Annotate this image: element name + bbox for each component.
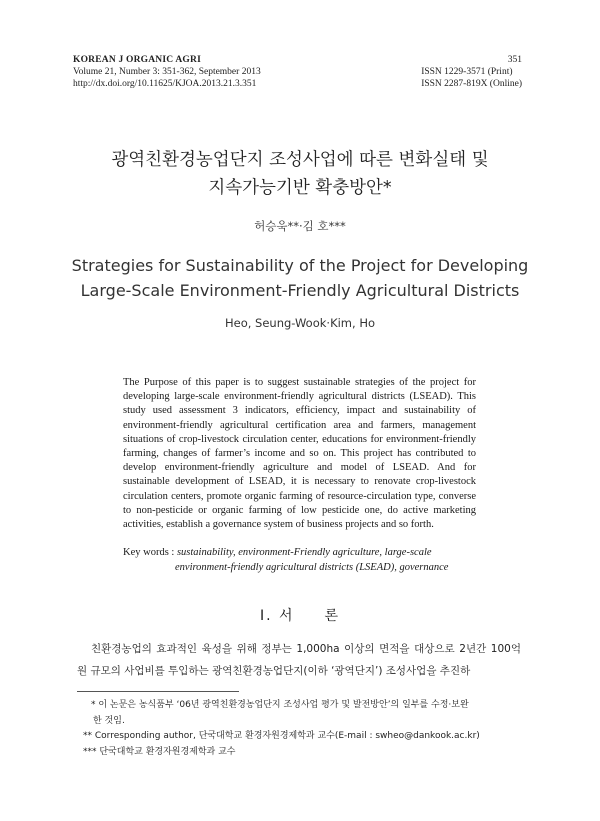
korean-title-line1: 광역친환경농업단지 조성사업에 따른 변화실태 및 xyxy=(111,150,489,170)
page-number: 351 xyxy=(507,55,522,65)
issn-print: ISSN 1229-3571 (Print) xyxy=(421,67,513,77)
korean-title xyxy=(0,146,600,202)
footnote-1-cont: 한 것임. xyxy=(93,715,125,726)
journal-name: KOREAN J ORGANIC AGRI xyxy=(73,55,201,65)
english-title-line1: Strategies for Sustainability of the Project for Developing xyxy=(71,256,529,275)
keywords xyxy=(123,545,493,575)
volume-line: Volume 21, Number 3: 351-362, September 2013 xyxy=(73,67,261,77)
footnote-divider xyxy=(77,691,239,692)
keywords-label: Key words : xyxy=(123,547,175,558)
journal-header xyxy=(73,54,261,90)
doi-link[interactable]: http://dx.doi.org/10.11625/KJOA.2013.21.3.351 xyxy=(73,79,257,89)
footnotes xyxy=(83,698,523,760)
footnote-2: ** Corresponding author, 단국대학교 환경자원경제학과 교수(E-mail : swheo@dankook.ac.kr) xyxy=(83,731,480,741)
korean-title-line2: 지속가능기반 확충방안* xyxy=(208,178,392,198)
korean-authors: 허승욱**·김 호*** xyxy=(254,219,346,233)
english-title-line2: Large-Scale Environment-Friendly Agricultural Districts xyxy=(80,281,520,300)
section-number: Ⅰ. xyxy=(259,608,273,624)
body-paragraph: 친환경농업의 효과적인 육성을 위해 정부는 1,000ha 이상의 면적을 대상으로 2년간 100억 원 규모의 사업비를 투입하는 광역친환경농업단지(이하 ‘광역단지’) 조성사업을 추진하 xyxy=(77,643,521,677)
english-authors: Heo, Seung-Wook·Kim, Ho xyxy=(224,316,376,330)
body-text xyxy=(77,638,521,682)
keywords-line2: environment-friendly agricultural districts (LSEAD), governance xyxy=(175,562,449,573)
english-title xyxy=(0,253,600,303)
issn-online: ISSN 2287-819X (Online) xyxy=(421,79,522,89)
section-heading xyxy=(0,605,600,625)
issn-block xyxy=(421,54,522,90)
abstract: The Purpose of this paper is to suggest sustainable strategies of the project for developing large-scale environment-friendly agricultural districts (LSEAD). This study used assessment 3 indicators, efficiency, impact and sustainability of environment-friendly agricultural certification area and farmers, management situations of crop-livestock circulation center, educations for environment-friendly farming, changes of farmer’s income and so on. This project has contributed to develop environment-friendly agriculture and model of LSEAD. And for sustainable development of LSEAD, it is necessary to renovate crop-livestock circulation centers, promote organic farming of resource-circulation type, converse to non-pesticide or organic farming of low pesticide one, do active marketing activities, establish a governance system of business projects and so forth. xyxy=(123,377,476,531)
footnote-3: *** 단국대학교 환경자원경제학과 교수 xyxy=(83,746,236,757)
section-title-a: 서 xyxy=(278,608,295,624)
keywords-line1: sustainability, environment-Friendly agriculture, large-scale xyxy=(176,547,432,558)
footnote-1: * 이 논문은 농식품부 ‘06년 광역친환경농업단지 조성사업 평가 및 발전방안’의 일부를 수정·보완 xyxy=(91,700,469,710)
section-title-b: 론 xyxy=(324,608,341,624)
